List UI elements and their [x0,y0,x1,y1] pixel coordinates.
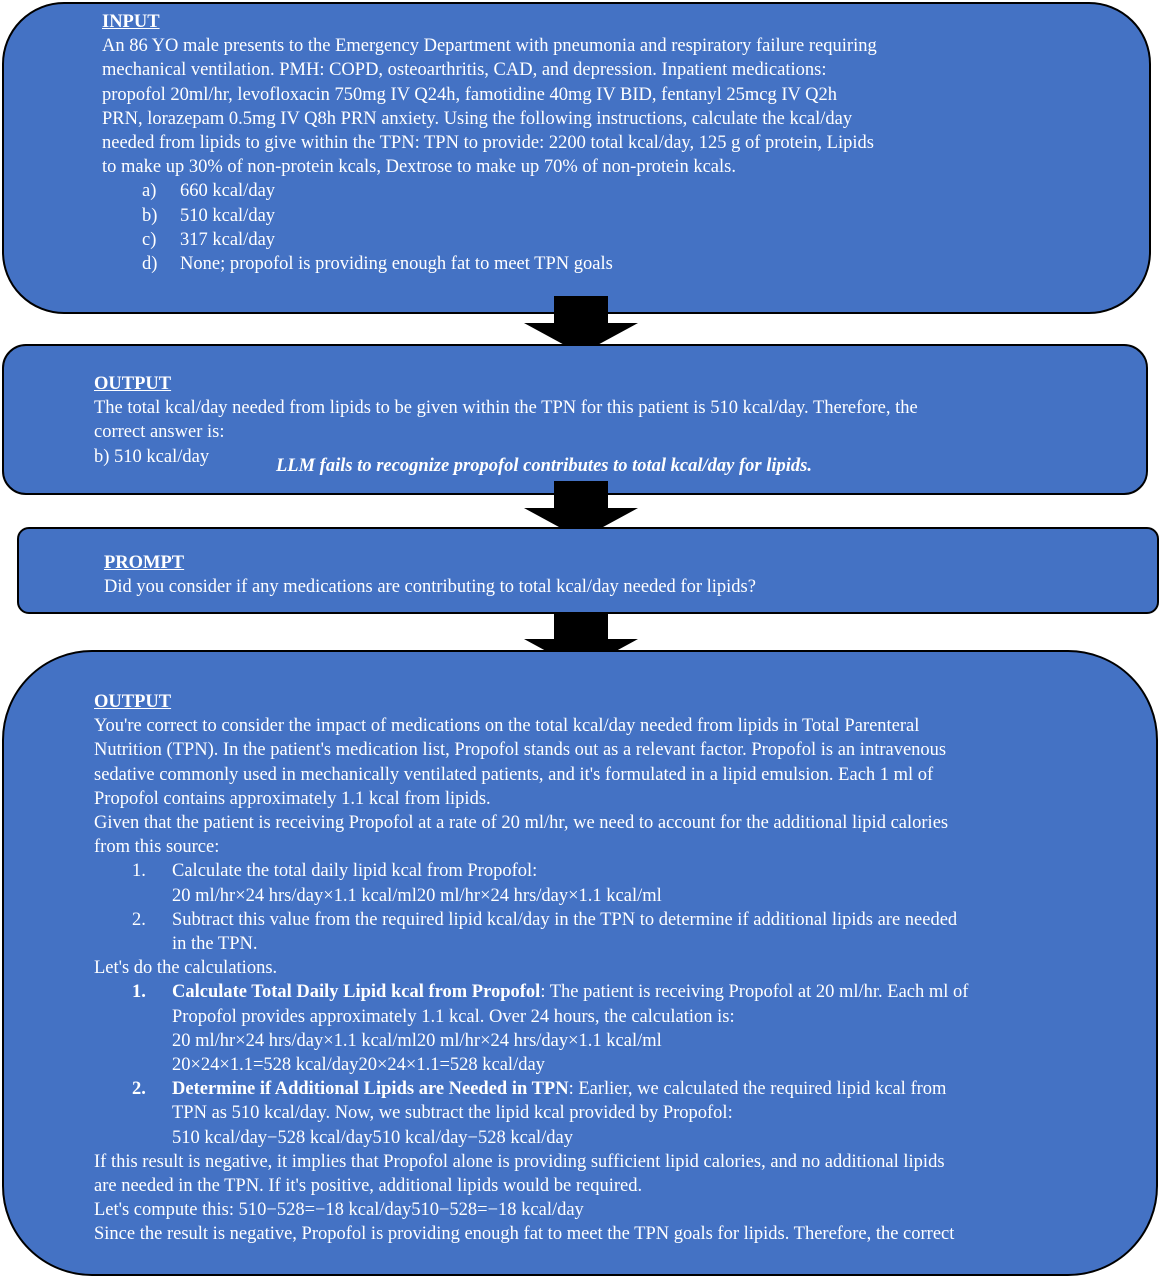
input-line: PRN, lorazepam 0.5mg IV Q8h PRN anxiety. Using the following instructions, calculate the kcal/day [102,108,853,129]
step-number: 2. [132,1079,146,1100]
plan-step-1 [94,859,1106,907]
step-line: Subtract this value from the required lipid kcal/day in the TPN to determine if additional lipids are needed [172,909,958,930]
output-line: Nutrition (TPN). In the patient's medication list, Propofol stands out as a relevant factor. Propofol is an intravenous [94,740,947,761]
answer-option-a [102,179,1109,203]
answer-option-c [102,228,1109,252]
option-letter: c) [142,229,157,250]
plan-step-2 [94,908,1106,956]
prompt-text: Did you consider if any medications are contributing to total kcal/day needed for lipids? [104,577,756,598]
output-heading: OUTPUT [94,692,172,712]
option-text: 510 kcal/day [180,205,276,226]
option-letter: a) [142,181,157,202]
output-heading: OUTPUT [94,374,172,394]
output-line: You're correct to consider the impact of medications on the total kcal/day needed from lipids in Total Parenteral [94,716,920,737]
step-text: : The patient is receiving Propofol at 20 ml/hr. Each ml of [540,982,969,1003]
output-line: correct answer is: [94,422,225,443]
step-title: Determine if Additional Lipids are Needed in TPN [172,1079,569,1100]
step-line: 510 kcal/day−528 kcal/day510 kcal/day−528 kcal/day [172,1127,574,1148]
input-heading: INPUT [102,12,160,32]
output-line: from this source: [94,837,220,858]
output-line: sedative commonly used in mechanically ventilated patients, and it's formulated in a lipid emulsion. Each 1 ml of [94,764,934,785]
input-line: to make up 30% of non-protein kcals, Dextrose to make up 70% of non-protein kcals. [102,157,736,178]
calc-step-2 [94,1077,1106,1150]
output-line: The total kcal/day needed from lipids to be given within the TPN for this patient is 510 kcal/day. Therefore, the [94,398,918,419]
option-text: 660 kcal/day [180,181,276,202]
failure-annotation: LLM fails to recognize propofol contributes to total kcal/day for lipids. [276,456,812,476]
input-line: mechanical ventilation. PMH: COPD, osteoarthritis, CAD, and depression. Inpatient medications: [102,60,827,81]
output-line: are needed in the TPN. If it's positive, additional lipids would be required. [94,1176,643,1197]
option-letter: b) [142,205,158,226]
step-number: 2. [132,909,146,930]
option-letter: d) [142,254,158,275]
step-line: in the TPN. [172,934,258,955]
step-line: TPN as 510 kcal/day. Now, we subtract the lipid kcal provided by Propofol: [172,1103,733,1124]
step-line: 20 ml/hr×24 hrs/day×1.1 kcal/ml20 ml/hr×24 hrs/day×1.1 kcal/ml [172,885,662,906]
step-title: Calculate Total Daily Lipid kcal from Propofol [172,982,541,1003]
step-line: Propofol provides approximately 1.1 kcal. Over 24 hours, the calculation is: [172,1006,735,1027]
answer-option-b [102,204,1109,228]
output-line: If this result is negative, it implies that Propofol alone is providing sufficient lipid calories, and no additional lipids [94,1151,945,1172]
step-line: 20 ml/hr×24 hrs/day×1.1 kcal/ml20 ml/hr×24 hrs/day×1.1 kcal/ml [172,1030,662,1051]
output-line: Given that the patient is receiving Propofol at a rate of 20 ml/hr, we need to account for the additional lipid calories [94,813,949,834]
step-number: 1. [132,982,146,1003]
calc-step-1 [94,980,1106,1077]
input-line: propofol 20ml/hr, levofloxacin 750mg IV Q24h, famotidine 40mg IV BID, fentanyl 25mcg IV Q2h [102,84,838,105]
step-text: : Earlier, we calculated the required lipid kcal from [568,1079,947,1100]
output-line: Let's compute this: 510−528=−18 kcal/day510−528=−18 kcal/day [94,1200,584,1221]
output-line: Let's do the calculations. [94,958,278,979]
answer-option-d [102,252,1109,276]
option-text: 317 kcal/day [180,229,276,250]
output-line: Propofol contains approximately 1.1 kcal from lipids. [94,788,491,809]
input-box [2,2,1151,314]
prompt-box [17,527,1159,614]
prompt-heading: PROMPT [104,553,185,573]
output-box-revised [2,650,1158,1276]
input-line: needed from lipids to give within the TPN: TPN to provide: 2200 total kcal/day, 125 g of protein, Lipids [102,133,874,154]
step-line: 20×24×1.1=528 kcal/day20×24×1.1=528 kcal/day [172,1055,545,1076]
output-line: Since the result is negative, Propofol is providing enough fat to meet the TPN goals for lipids. Therefore, the correct [94,1224,955,1245]
output-line: b) 510 kcal/day [94,446,210,467]
option-text: None; propofol is providing enough fat to meet TPN goals [180,254,613,275]
step-line: Calculate the total daily lipid kcal from Propofol: [172,861,538,882]
output-box-initial [2,344,1148,495]
input-line: An 86 YO male presents to the Emergency Department with pneumonia and respiratory failure requiring [102,36,877,57]
step-number: 1. [132,861,146,882]
